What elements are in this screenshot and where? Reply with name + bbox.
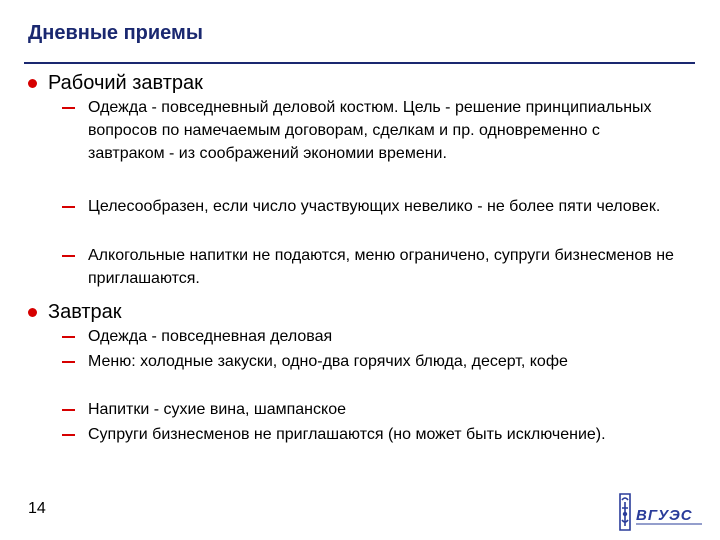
sub-item-text: Одежда - повседневный деловой костюм. Цель - решение принципиальных вопросов по намечаемым договорам, сделкам и пр. одновременно с завтраком - из соображений экономии времени.: [88, 99, 652, 162]
sub-item-text: Алкогольные напитки не подаются, меню ограничено, супруги бизнесменов не приглашаются.: [88, 247, 674, 287]
page-number: 14: [28, 500, 46, 517]
dash-icon: [62, 107, 75, 109]
dash-icon: [62, 255, 75, 257]
sub-item-text: Целесообразен, если число участвующих невелико - не более пяти человек.: [88, 198, 661, 215]
university-emblem-icon: [610, 490, 710, 536]
dash-icon: [62, 361, 75, 363]
sub-item-text: Супруги бизнесменов не приглашаются (но может быть исключение).: [88, 426, 606, 443]
bullet-label: Завтрак: [48, 301, 122, 323]
page-title: Дневные приемы: [28, 22, 203, 44]
dash-icon: [62, 434, 75, 436]
bullet-dot-icon: [28, 308, 37, 317]
dash-icon: [62, 409, 75, 411]
sub-item-text: Одежда - повседневная деловая: [88, 328, 333, 345]
dash-icon: [62, 336, 75, 338]
logo-wordmark: ВГУЭС: [636, 507, 693, 524]
sub-item-text: Напитки - сухие вина, шампанское: [88, 401, 346, 418]
bullet-dot-icon: [28, 79, 37, 88]
sub-item-text: Меню: холодные закуски, одно-два горячих блюда, десерт, кофе: [88, 353, 568, 370]
dash-icon: [62, 206, 75, 208]
bullet-label: Рабочий завтрак: [48, 72, 203, 94]
title-divider: [24, 62, 695, 64]
